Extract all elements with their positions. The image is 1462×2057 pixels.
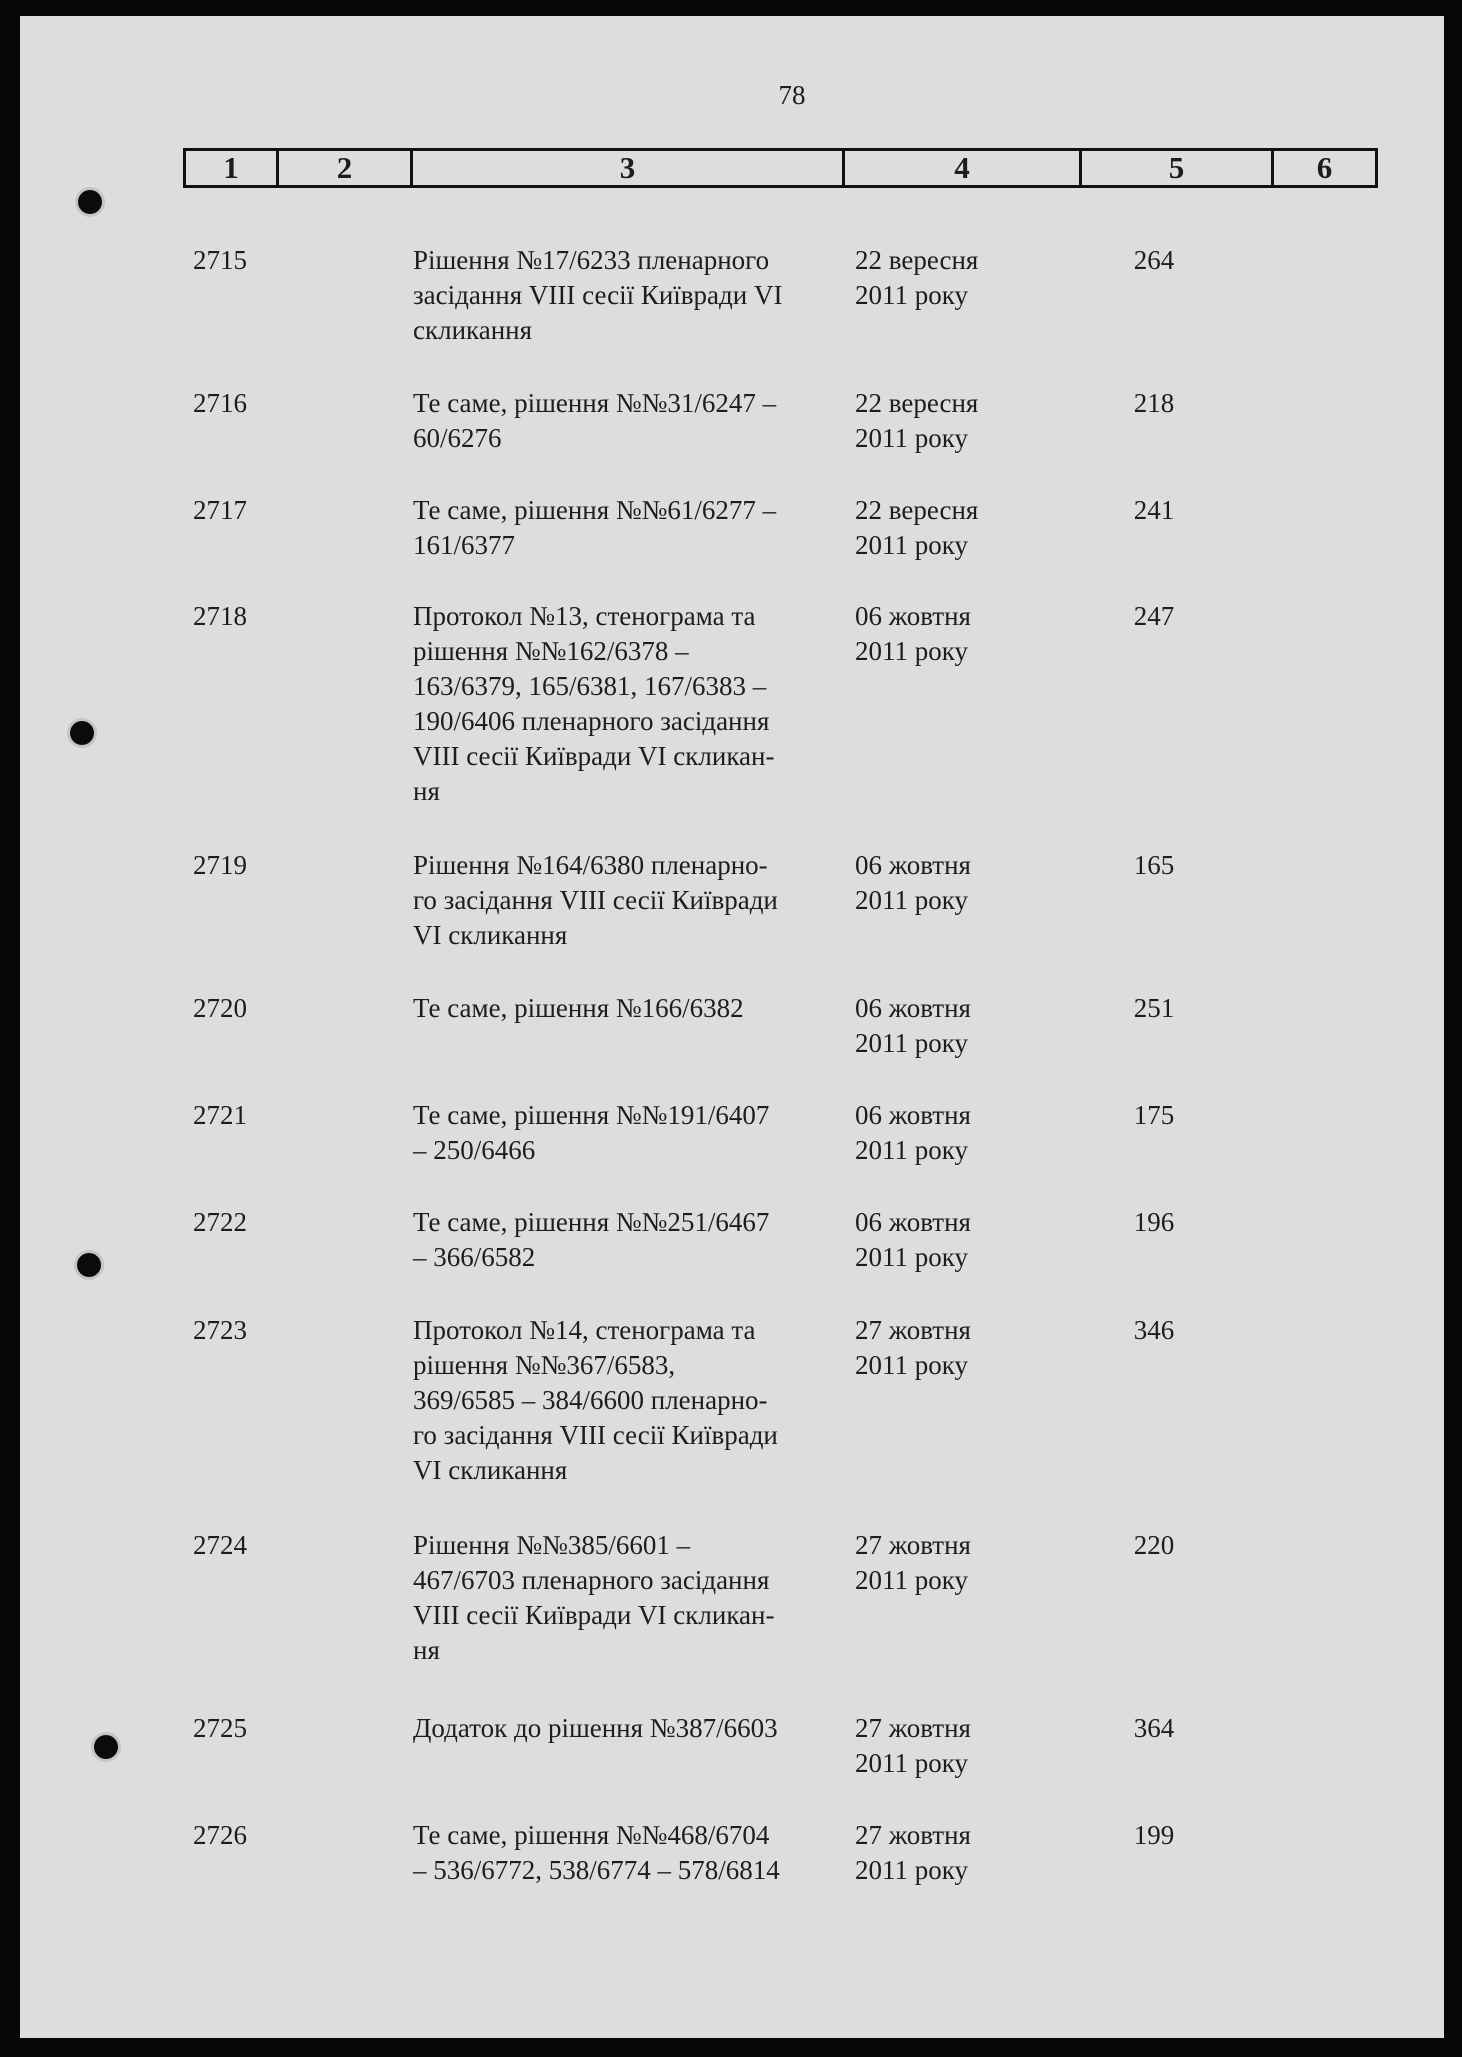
item-date — [855, 848, 1015, 918]
item-date — [855, 1313, 1015, 1383]
item-title-line: 369/6585 – 384/6600 пленарно- — [413, 1385, 768, 1415]
item-title-line: го засідання VIII сесії Київради — [413, 885, 778, 915]
item-date — [855, 386, 1015, 456]
item-title-line: скликання — [413, 315, 533, 345]
punch-hole — [70, 721, 94, 745]
item-pages: 175 — [1133, 1100, 1175, 1130]
item-date-line: 22 вересня — [855, 245, 979, 275]
item-number: 2719 — [193, 850, 247, 880]
item-date-line: 2011 року — [855, 636, 968, 666]
item-date-line: 2011 року — [855, 530, 968, 560]
item-date-line: 27 жовтня — [855, 1820, 971, 1850]
item-date-line: 22 вересня — [855, 495, 979, 525]
punch-hole — [94, 1735, 118, 1759]
item-title — [413, 386, 853, 456]
item-number: 2717 — [193, 495, 247, 525]
item-number: 2726 — [193, 1820, 247, 1850]
item-date-line: 06 жовтня — [855, 1207, 971, 1237]
item-number: 2718 — [193, 601, 247, 631]
item-title-line: Те саме, рішення №№251/6467 — [413, 1207, 770, 1237]
column-header-1: 1 — [186, 151, 279, 185]
item-pages: 218 — [1133, 388, 1175, 418]
column-header-6: 6 — [1316, 150, 1333, 185]
item-title-line: ня — [413, 1635, 440, 1665]
item-title — [413, 1205, 853, 1275]
item-pages: 220 — [1133, 1530, 1175, 1560]
item-title-line: Те саме, рішення №№61/6277 – — [413, 495, 777, 525]
item-date — [855, 1205, 1015, 1275]
item-title-line: рішення №№162/6378 – — [413, 636, 689, 666]
item-title-line: Те саме, рішення №166/6382 — [413, 993, 744, 1023]
item-title-line: Те саме, рішення №№191/6407 — [413, 1100, 770, 1130]
column-header-3: 3 — [413, 151, 845, 185]
item-pages: 196 — [1133, 1207, 1175, 1237]
item-date-line: 06 жовтня — [855, 601, 971, 631]
column-header-5: 5 — [1082, 151, 1274, 185]
item-title-line: ня — [413, 776, 440, 806]
item-number: 2721 — [193, 1100, 247, 1130]
item-date-line: 27 жовтня — [855, 1713, 971, 1743]
item-date-line: 22 вересня — [855, 388, 979, 418]
item-number: 2722 — [193, 1207, 247, 1237]
item-number: 2724 — [193, 1530, 247, 1560]
item-date — [855, 991, 1015, 1061]
item-title-line: Протокол №13, стенограма та — [413, 601, 756, 631]
item-title-line: – 536/6772, 538/6774 – 578/6814 — [413, 1855, 780, 1885]
item-date — [855, 243, 1015, 313]
item-date — [855, 1528, 1015, 1598]
item-title — [413, 243, 853, 348]
punch-hole — [78, 190, 102, 214]
item-pages: 165 — [1133, 850, 1175, 880]
item-pages: 247 — [1133, 601, 1175, 631]
item-date-line: 2011 року — [855, 885, 968, 915]
column-header-4: 4 — [845, 151, 1082, 185]
item-number: 2720 — [193, 993, 247, 1023]
item-number: 2725 — [193, 1713, 247, 1743]
punch-hole — [77, 1253, 101, 1277]
item-title-line: VIII сесії Київради VI скликан- — [413, 741, 775, 771]
item-date-line: 2011 року — [855, 1748, 968, 1778]
item-pages: 251 — [1133, 993, 1175, 1023]
item-pages: 364 — [1133, 1713, 1175, 1743]
item-number: 2716 — [193, 388, 247, 418]
item-date-line: 2011 року — [855, 1028, 968, 1058]
item-title-line: Протокол №14, стенограма та — [413, 1315, 756, 1345]
item-title — [413, 1818, 853, 1888]
page-number: 78 — [778, 80, 806, 110]
item-title — [413, 1711, 853, 1746]
item-title-line: VI скликання — [413, 1455, 568, 1485]
item-title-line: Те саме, рішення №№468/6704 — [413, 1820, 770, 1850]
item-title — [413, 493, 853, 563]
item-title-line: Додаток до рішення №387/6603 — [413, 1713, 778, 1743]
item-pages: 199 — [1133, 1820, 1175, 1850]
item-date — [855, 1098, 1015, 1168]
item-title — [413, 991, 853, 1026]
document-page — [20, 16, 1444, 2038]
item-title-line: – 250/6466 — [413, 1135, 536, 1165]
item-date-line: 2011 року — [855, 1242, 968, 1272]
item-title — [413, 1528, 853, 1668]
item-title-line: – 366/6582 — [413, 1242, 536, 1272]
item-date-line: 2011 року — [855, 1565, 968, 1595]
item-title — [413, 848, 853, 953]
item-title-line: 161/6377 — [413, 530, 516, 560]
item-number: 2715 — [193, 245, 247, 275]
item-number: 2723 — [193, 1315, 247, 1345]
item-date-line: 27 жовтня — [855, 1315, 971, 1345]
item-title-line: Рішення №17/6233 пленарного — [413, 245, 770, 275]
item-title-line: Те саме, рішення №№31/6247 – — [413, 388, 777, 418]
item-title-line: 467/6703 пленарного засідання — [413, 1565, 770, 1595]
item-title-line: Рішення №№385/6601 – — [413, 1530, 691, 1560]
item-date — [855, 1711, 1015, 1781]
item-title — [413, 1313, 853, 1488]
item-title — [413, 1098, 853, 1168]
column-header-table — [183, 148, 1378, 188]
item-date — [855, 599, 1015, 669]
column-header-2: 2 — [279, 151, 413, 185]
item-title-line: 190/6406 пленарного засідання — [413, 706, 770, 736]
item-title-line: рішення №№367/6583, — [413, 1350, 676, 1380]
item-title-line: VIII сесії Київради VI скликан- — [413, 1600, 775, 1630]
item-date-line: 27 жовтня — [855, 1530, 971, 1560]
item-title-line: засідання VIII сесії Київради VI — [413, 280, 783, 310]
item-title — [413, 599, 853, 809]
item-date-line: 2011 року — [855, 1855, 968, 1885]
item-date — [855, 1818, 1015, 1888]
item-title-line: VI скликання — [413, 920, 568, 950]
item-date-line: 06 жовтня — [855, 993, 971, 1023]
item-pages: 346 — [1133, 1315, 1175, 1345]
item-date-line: 2011 року — [855, 1135, 968, 1165]
item-date-line: 2011 року — [855, 423, 968, 453]
item-date-line: 2011 року — [855, 280, 968, 310]
item-date-line: 06 жовтня — [855, 850, 971, 880]
item-pages: 241 — [1133, 495, 1175, 525]
item-date — [855, 493, 1015, 563]
item-title-line: 163/6379, 165/6381, 167/6383 – — [413, 671, 767, 701]
item-pages: 264 — [1133, 245, 1175, 275]
item-date-line: 2011 року — [855, 1350, 968, 1380]
item-title-line: го засідання VIII сесії Київради — [413, 1420, 778, 1450]
item-date-line: 06 жовтня — [855, 1100, 971, 1130]
item-title-line: 60/6276 — [413, 423, 502, 453]
item-title-line: Рішення №164/6380 пленарно- — [413, 850, 768, 880]
